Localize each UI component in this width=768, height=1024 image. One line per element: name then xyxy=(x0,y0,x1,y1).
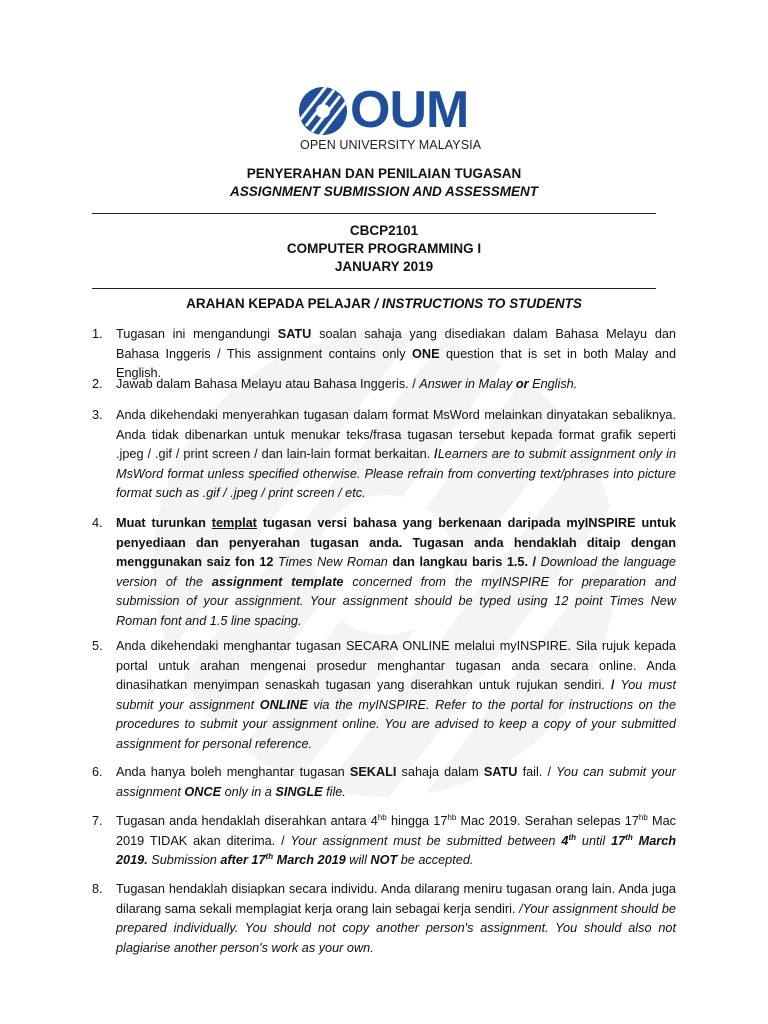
logo-subtitle: OPEN UNIVERSITY MALAYSIA xyxy=(300,138,482,152)
instruction-item-3 xyxy=(92,406,676,504)
instruction-item-6 xyxy=(92,763,676,802)
logo-wordmark: OUM xyxy=(350,81,469,139)
item-text: Tugasan ini mengandungi SATU soalan sahaja yang disediakan dalam Bahasa Melayu dan Bahasa Inggeris / This assignment contains only ONE question that is set in both Malay and English. xyxy=(116,327,676,381)
instructions-title-separator: / xyxy=(370,296,382,311)
oum-logo xyxy=(298,81,488,156)
item-number: 3. xyxy=(92,408,103,422)
item-text: Tugasan anda hendaklah diserahkan antara $4^{hb}$ hingga $17^{hb}$ Mac 2019. Serahan selepas $17^{hb}$ Mac 2019 TIDAK akan diterima. / Your assignment must be submitted between 4th until 17th March 2019. Submission after 17th March 2019 will NOT be accepted. xyxy=(116,812,677,868)
instructions-title-malay: ARAHAN KEPADA PELAJAR xyxy=(186,296,371,311)
instructions-title xyxy=(0,296,768,311)
divider-bottom xyxy=(92,288,656,289)
title-english: ASSIGNMENT SUBMISSION AND ASSESSMENT xyxy=(229,184,539,199)
item-number: 2. xyxy=(92,377,103,391)
item-text: Tugasan hendaklah disiapkan secara individu. Anda dilarang meniru tugasan orang lain. Anda juga dilarang sama sekali memplagiat kerja orang lain sebagai kerja sendiri. /Your assignment should be prepared individually. You should not copy another person's assignment. You should also not plagiarise another person's work as your own. xyxy=(116,882,676,955)
item-text: Anda dikehendaki menghantar tugasan SECARA ONLINE melalui myINSPIRE. Sila rujuk kepada portal untuk arahan mengenai prosedur menghantar tugasan anda secara online. Anda dinasihatkan menyimpan senaskah tugasan yang diserahkan untuk rujukan sendiri. / You must submit your assignment ONLINE via the myINSPIRE. Refer to the portal for instructions on the procedures to submit your assignment online. You are advised to keep a copy of your submitted assignment for personal reference. xyxy=(116,639,676,751)
instruction-item-5 xyxy=(92,637,676,755)
course-name: COMPUTER PROGRAMMING I xyxy=(286,241,482,256)
item-number: 8. xyxy=(92,882,103,896)
item-number: 1. xyxy=(92,327,103,341)
course-code: CBCP2101 xyxy=(349,223,419,238)
instructions-title-english: INSTRUCTIONS TO STUDENTS xyxy=(381,296,582,311)
item-number: 7. xyxy=(92,814,103,828)
instruction-item-8 xyxy=(92,880,676,958)
semester: JANUARY 2019 xyxy=(334,259,434,274)
item-number: 4. xyxy=(92,516,103,530)
item-text: Jawab dalam Bahasa Melayu atau Bahasa Inggeris. / Answer in Malay or English. xyxy=(116,377,578,391)
item-number: 5. xyxy=(92,639,103,653)
item-text: Muat turunkan templat tugasan versi bahasa yang berkenaan daripada myINSPIRE untuk penyediaan dan penyerahan tugasan anda. Tugasan anda hendaklah ditaip dengan menggunakan saiz fon 12 Times New Roman dan langkau baris 1.5. / Download the language version of the assignment template concerned from the myINSPIRE for preparation and submission of your assignment. Your assignment should be typed using 12 point Times New Roman font and 1.5 line spacing. xyxy=(116,516,676,628)
item-text: Anda hanya boleh menghantar tugasan SEKALI sahaja dalam SATU fail. / You can submit your assignment ONCE only in a SINGLE file. xyxy=(116,765,676,799)
item-text: Anda dikehendaki menyerahkan tugasan dalam format MsWord melainkan dinyatakan sebaliknya. Anda tidak dibenarkan untuk menukar teks/frasa tugasan tersebut kepada format grafik seperti .jpeg / .gif / print screen / dan lain-lain format berkaitan. /Learners are to submit assignment only in MsWord format unless specified otherwise. Please refrain from converting text/phrases into picture format such as .gif / .jpeg / print screen / etc. xyxy=(116,408,676,501)
title-malay: PENYERAHAN DAN PENILAIAN TUGASAN xyxy=(246,166,522,181)
item-number: 6. xyxy=(92,765,103,779)
oum-globe-icon xyxy=(298,86,348,136)
instruction-item-2 xyxy=(92,375,676,395)
instruction-item-4 xyxy=(92,514,676,632)
instruction-item-7 xyxy=(92,812,676,871)
divider-top xyxy=(92,213,656,214)
